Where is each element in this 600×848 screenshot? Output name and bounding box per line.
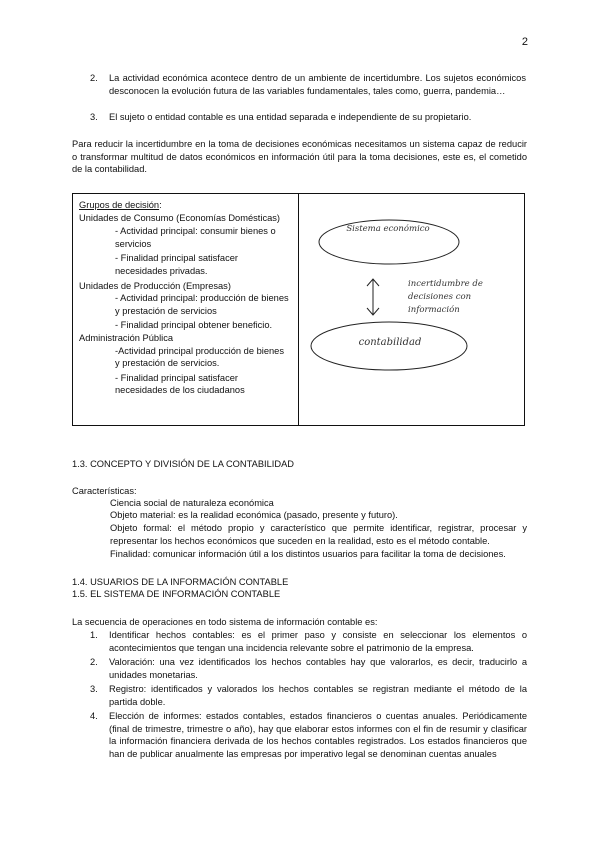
caracteristicas-label: Características: <box>72 486 137 496</box>
box-heading-colon: : <box>159 200 162 210</box>
publica-item: -Actividad principal producción de bienes y prestación de servicios. <box>115 345 284 369</box>
list-item: La actividad económica acontece dentro de un ambiente de incertidumbre. Los sujetos económicos desconocen la evolución futura de las variables fundamentales, tales como, guerra, pandemia… <box>109 73 526 96</box>
publica-item: - Finalidad principal satisfacer necesidades de los ciudadanos <box>115 372 245 396</box>
list-item: El sujeto o entidad contable es una entidad separada e independiente de su propietario. <box>109 112 472 122</box>
caracteristica-item: Objeto formal: el método propio y característico que permite identificar, registrar, procesar y representar los hechos económicos que suceden en la realidad, esto es el método contable. <box>110 523 527 546</box>
caracteristica-item: Ciencia social de naturaleza económica <box>110 498 274 508</box>
sketch-bottom-label: contabilidad <box>358 337 422 348</box>
produccion-title: Unidades de Producción (Empresas) <box>79 280 231 291</box>
caracteristica-item: Objeto material: es la realidad económica (pasado, presente y futuro). <box>110 510 398 520</box>
decision-groups-box <box>72 193 525 426</box>
secuencia-item: Registro: identificados y valorados los hechos contables se registran mediante el método de la partida doble. <box>109 684 527 707</box>
section-heading-1-4: 1.4. USUARIOS DE LA INFORMACIÓN CONTABLE <box>72 577 289 587</box>
secuencia-intro: La secuencia de operaciones en todo sistema de información contable es: <box>72 617 378 627</box>
secuencia-item: Valoración: una vez identificados los hechos contables hay que valorarlos, es decir, traducirlo a unidades monetarias. <box>109 657 527 680</box>
consumo-title: Unidades de Consumo (Economías Domésticas) <box>79 212 281 223</box>
list-item-number: 2. <box>90 73 98 83</box>
consumo-item: - Finalidad principal satisfacer necesidades privadas. <box>115 253 238 276</box>
box-heading: Grupos de decisión <box>79 200 160 210</box>
secuencia-number: 1. <box>90 630 98 640</box>
double-arrow-icon <box>367 279 379 315</box>
section-heading-1-5: 1.5. EL SISTEMA DE INFORMACIÓN CONTABLE <box>72 589 281 599</box>
publica-title: Administración Pública <box>79 332 174 343</box>
produccion-item: - Finalidad principal obtener beneficio. <box>115 320 273 331</box>
produccion-item: - Actividad principal: producción de bienes y prestación de servicios <box>115 293 289 316</box>
secuencia-number: 3. <box>90 684 98 694</box>
page-number: 2 <box>521 36 528 48</box>
secuencia-item: Identificar hechos contables: es el primer paso y consiste en seleccionar los elementos o acontecimientos que tengan una incidencia relevante sobre el patrimonio de la empresa. <box>109 630 527 653</box>
sketch-side-note: incertidumbre de decisiones con información <box>408 279 483 315</box>
intro-paragraph: Para reducir la incertidumbre en la toma de decisiones económicas necesitamos un sistema capaz de reducir o transformar multitud de datos económicos en información útil para la toma decisiones, este es, el cometido de la contabilidad. <box>72 139 527 175</box>
consumo-item: - Actividad principal: consumir bienes o servicios <box>115 226 276 249</box>
section-heading-1-3: 1.3. CONCEPTO Y DIVISIÓN DE LA CONTABILIDAD <box>72 459 294 469</box>
secuencia-number: 2. <box>90 657 98 667</box>
secuencia-number: 4. <box>90 711 98 721</box>
secuencia-item: Elección de informes: estados contables, estados financieros o cuentas anuales. Periódicamente (final de trimestre, trimestre o año), hay que elaborar estos informes con el fin de resumir y clasificar la información financiera derivada de los hechos contables registrados. Los estados financieros que han de publicar anualmente las empresas por imperativo legal se denominan cuentas anuales <box>109 711 527 759</box>
box-left-column <box>79 199 291 397</box>
sketch-top-label: Sistema económico <box>346 224 430 234</box>
caracteristica-item: Finalidad: comunicar información útil a los distintos usuarios para facilitar la toma de decisiones. <box>110 549 506 559</box>
list-item-number: 3. <box>90 112 98 122</box>
